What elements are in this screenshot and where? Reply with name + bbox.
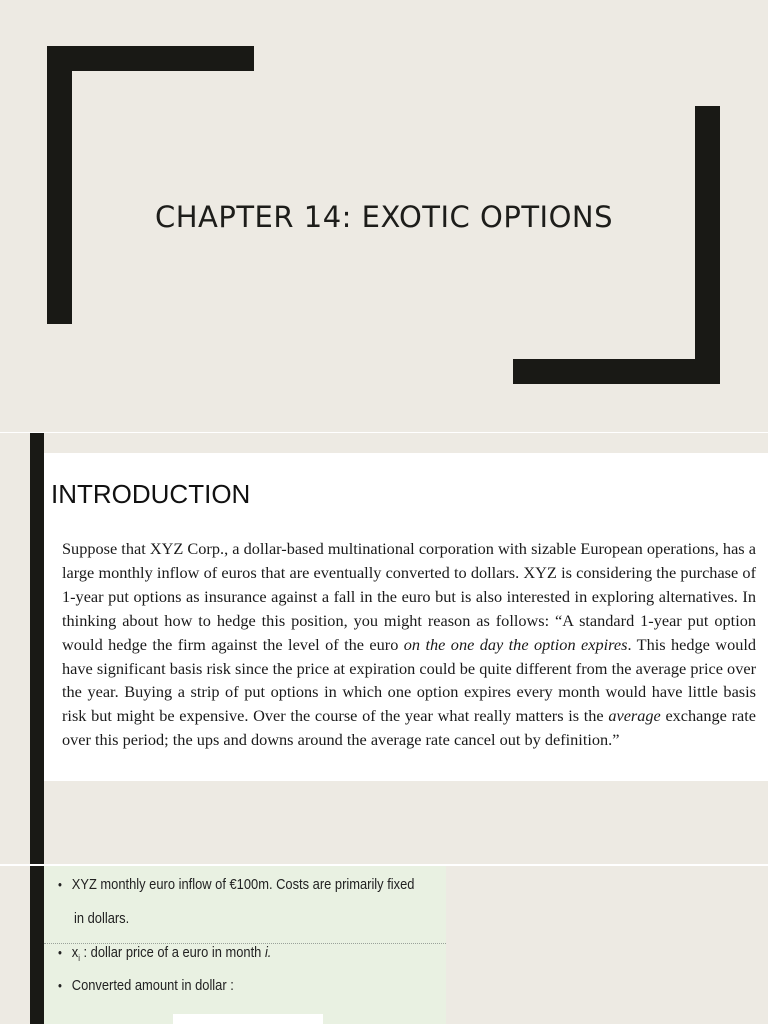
bullet-3-text: Converted amount in dollar : [71,977,234,994]
bullet-item-1-continuation [74,910,129,927]
title-slide [0,0,768,432]
top-left-bracket-horizontal [47,46,254,71]
bullet-dot-icon: • [58,945,62,960]
bullet-item-2 [58,944,271,963]
variable-x: x [71,944,79,961]
bullet-item-1 [58,876,414,893]
paragraph-emphasis-2: average [608,706,661,726]
bottom-right-bracket-vertical [695,106,720,384]
bullets-panel [44,866,446,1024]
introduction-panel [44,453,768,781]
left-accent-bar [30,433,44,864]
slide-title: CHAPTER 14: EXOTIC OPTIONS [154,200,614,234]
dotted-divider [44,943,446,944]
bullets-slide [0,866,768,1024]
top-left-bracket-vertical [47,46,72,324]
bullet-dot-icon: • [58,877,62,892]
left-accent-bar-2 [30,866,44,1024]
introduction-paragraph [62,537,756,752]
bullet-item-3 [58,977,234,994]
bottom-right-bracket-horizontal [513,359,720,384]
section-heading: INTRODUCTION [51,479,251,509]
variable-subscript: i [78,953,80,963]
introduction-slide [0,433,768,864]
paragraph-part-2: . This hedge would have significant basis risk since the price at expiration could be quite different from the average price over the year. Buying a strip of put options in which one option expires every month would have little basis risk but might be expensive. Over the course of the year what really matters is the [62,634,757,726]
paragraph-part-3: exchange rate over this period; the ups and downs around the average rate cancel out by definition.” [62,706,756,750]
paragraph-emphasis-1: on the one day the option expires [403,634,628,654]
bullet-1-line-1: XYZ monthly euro inflow of €100m. Costs are primarily fixed [71,876,415,893]
bullet-dot-icon: • [58,978,62,993]
paragraph-part-1: Suppose that XYZ Corp., a dollar-based multinational corporation with sizable European operations, has a large monthly inflow of euros that are eventually converted to dollars. XYZ is considering the purchase of 1-year put options as insurance against a fall in the euro but is also interested in exploring alternatives. In thinking about how to hedge this position, you might reason as follows: “A standard 1-year put option would hedge the firm against the level of the euro [62,539,756,654]
bullet-2-text: : dollar price of a euro in month [79,944,265,961]
bullet-1-line-2: in dollars. [74,910,130,927]
bullet-2-italic: i. [264,944,272,961]
formula-box-top [173,1014,323,1024]
